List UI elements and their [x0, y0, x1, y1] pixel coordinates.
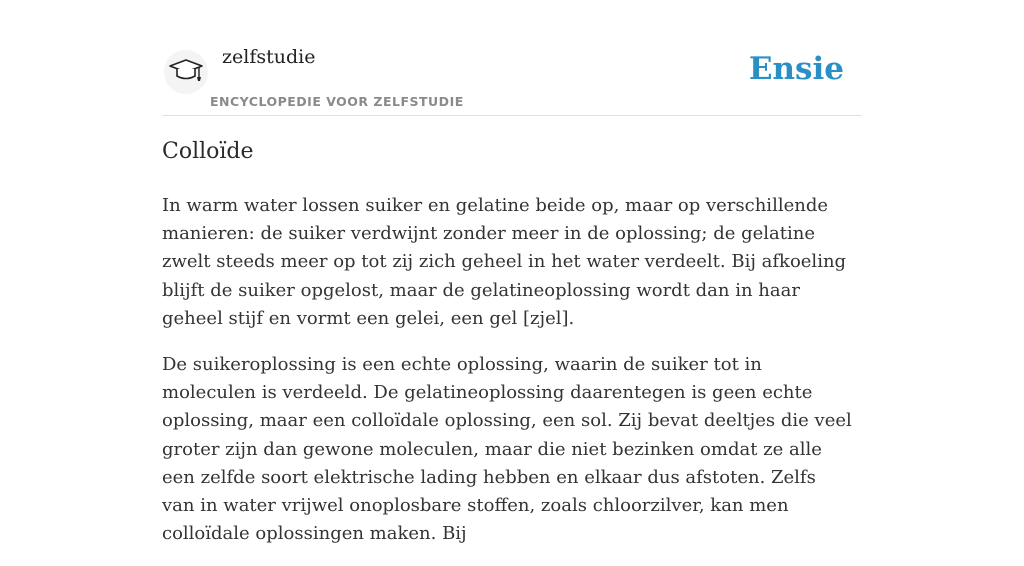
site-tagline: ENCYCLOPEDIE VOOR ZELFSTUDIE: [210, 94, 464, 109]
site-name[interactable]: zelfstudie: [222, 46, 316, 68]
brand-logo-link[interactable]: Ensie: [748, 51, 844, 87]
graduation-cap-glyph: [168, 56, 204, 86]
article-title: Colloïde: [162, 139, 254, 164]
article-body: [162, 192, 852, 566]
article-paragraph: In warm water lossen suiker en gelatine beide op, maar op verschillende manieren: de suiker verdwijnt zonder meer in de oplossing; de gelatine zwelt steeds meer op tot zij zich geheel in het water verdeelt. Bij afkoeling blijft de suiker opgelost, maar de gelatineoplossing wordt dan in haar geheel stijf en vormt een gelei, een gel [zjel].: [162, 195, 847, 329]
site-header: [162, 0, 862, 116]
graduation-cap-icon[interactable]: [164, 50, 208, 94]
article-paragraph: De suikeroplossing is een echte oplossing, waarin de suiker tot in moleculen is verdeeld. De gelatineoplossing daarentegen is geen echte oplossing, maar een colloïdale oplossing, een sol. Zij bevat deeltjes die veel groter zijn dan gewone moleculen, maar die niet bezinken omdat ze alle een zelfde soort elektrische lading hebben en elkaar dus afstoten. Zelfs van in water vrijwel onoplosbare stoffen, zoals chloorzilver, kan men colloïdale oplossingen maken. Bij: [162, 354, 852, 545]
